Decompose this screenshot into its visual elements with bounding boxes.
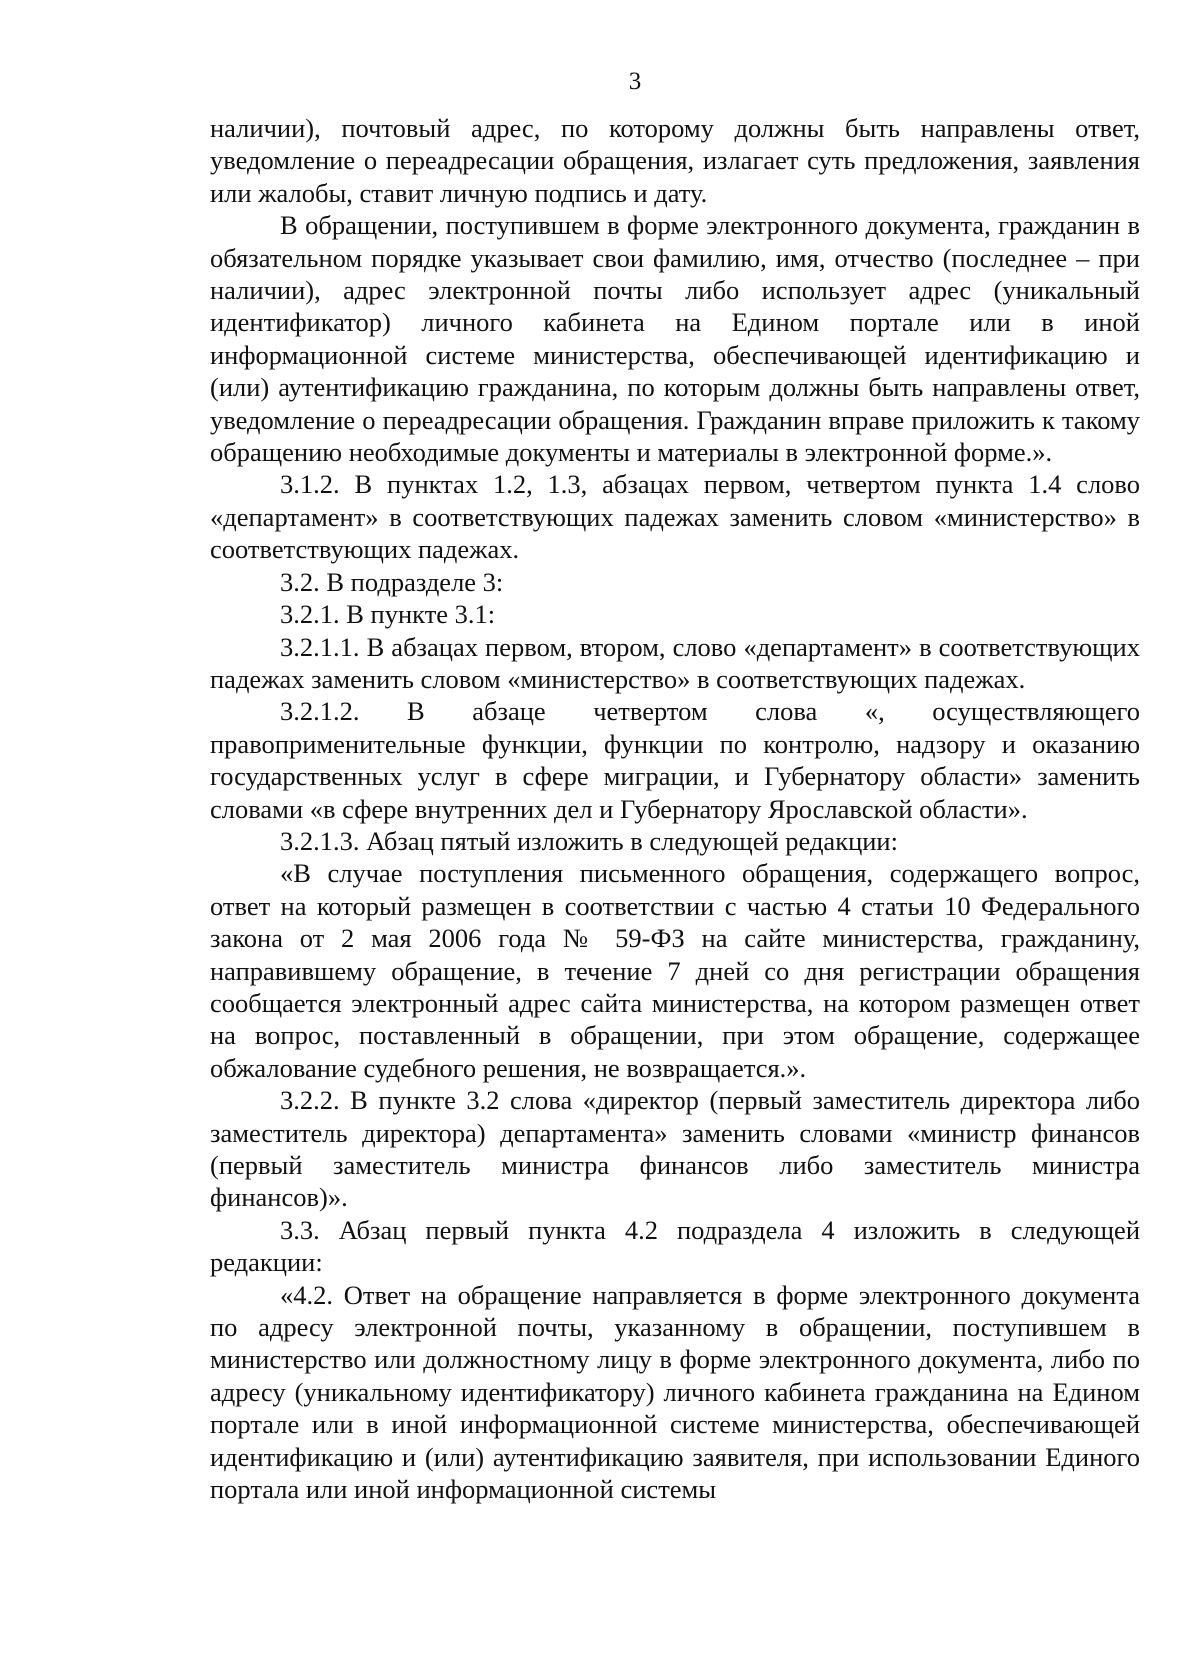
page-number: 3 bbox=[628, 68, 642, 95]
paragraph-3-2-1-2: 3.2.1.2. В абзаце четвертом слова «, осуществляющего правоприменительные функции, функции по контролю, надзору и оказанию государственных услуг в сфере миграции, и Губернатору области» заменить словами «в сфере внутренних дел и Губернатору Ярославской области». bbox=[210, 696, 1140, 824]
paragraph-3-2: 3.2. В подразделе 3: bbox=[280, 566, 504, 597]
paragraph-electronic-appeal: В обращении, поступившем в форме электронного документа, гражданин в обязательном порядке указывает свои фамилию, имя, отчество (последнее – при наличии), адрес электронной почты либо использует адрес (уникальный идентификатор) личного кабинета на Едином портале или в иной информационной системе министерства, обеспечивающей идентификацию и (или) аутентификацию гражданина, по которым должны быть направлены ответ, уведомление о переадресации обращения. Гражданин вправе приложить к такому обращению необходимые документы и материалы в электронной форме.». bbox=[210, 210, 1140, 468]
paragraph-3-2-2: 3.2.2. В пункте 3.2 слова «директор (первый заместитель директора либо заместитель директора) департамента» заменить словами «министр финансов (первый заместитель министра финансов либо заместитель министра финансов)». bbox=[210, 1085, 1140, 1213]
paragraph-quoted-4-2: «4.2. Ответ на обращение направляется в форме электронного документа по адресу электронной почты, указанному в обращении, поступившем в министерство или должностному лицу в форме электронного документа, либо по адресу (уникальному идентификатору) личного кабинета гражданина на Едином портале или в иной информационной системе министерства, обеспечивающей идентификацию и (или) аутентификацию заявителя, при использовании Единого портала или иной информационной системы bbox=[210, 1279, 1140, 1505]
paragraph-3-2-1: 3.2.1. В пункте 3.1: bbox=[280, 599, 496, 630]
paragraph-continuation: наличии), почтовый адрес, по которому должны быть направлены ответ, уведомление о переадресации обращения, излагает суть предложения, заявления или жалобы, ставит личную подпись и дату. bbox=[210, 113, 1140, 208]
paragraph-3-1-2: 3.1.2. В пунктах 1.2, 1.3, абзацах первом, четвертом пункта 1.4 слово «департамент» в соответствующих падежах заменить словом «министерство» в соответствующих падежах. bbox=[210, 469, 1140, 565]
paragraph-3-2-1-3: 3.2.1.3. Абзац пятый изложить в следующей редакции: bbox=[280, 825, 898, 856]
paragraph-quoted-case: «В случае поступления письменного обращения, содержащего вопрос, ответ на который размещен в соответствии с частью 4 статьи 10 Федерального закона от 2 мая 2006 года № 59-ФЗ на сайте министерства, гражданину, направившему обращение, в течение 7 дней со дня регистрации обращения сообщается электронный адрес сайта министерства, на котором размещен ответ на вопрос, поставленный в обращении, при этом обращение, содержащее обжалование судебного решения, не возвращается.». bbox=[210, 858, 1140, 1083]
paragraph-3-2-1-1: 3.2.1.1. В абзацах первом, втором, слово «департамент» в соответствующих падежах заменить словом «министерство» в соответствующих падежах. bbox=[210, 631, 1140, 694]
paragraph-3-3: 3.3. Абзац первый пункта 4.2 подраздела 4 изложить в следующей редакции: bbox=[210, 1214, 1140, 1278]
document-body bbox=[210, 112, 1140, 1505]
